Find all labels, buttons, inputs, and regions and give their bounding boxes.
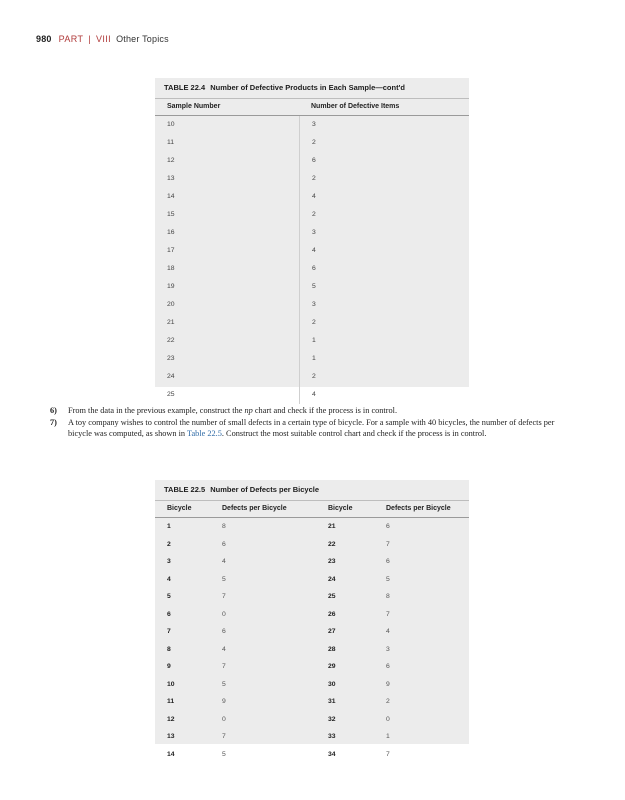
table-cell: 23 bbox=[167, 355, 175, 362]
table-cell: 8 bbox=[222, 523, 226, 530]
part-label: PART bbox=[58, 34, 84, 44]
table-row bbox=[155, 332, 469, 350]
table-cell: 18 bbox=[167, 265, 175, 272]
table-22-4 bbox=[155, 78, 469, 398]
table-cell: 5 bbox=[222, 680, 226, 688]
table-cell: 17 bbox=[167, 247, 175, 254]
exercise-text-part: A toy company wishes to control the number of small defects in a certain type of bicycle. For a sample with 40 bicycles, the number of defects per bicycle was computed, as shown in bbox=[68, 417, 555, 438]
table-row bbox=[155, 170, 469, 188]
table-cell: 1 bbox=[299, 332, 469, 350]
table-cell: 7 bbox=[386, 610, 390, 618]
table-cell: 6 bbox=[386, 663, 390, 670]
table-cell: 14 bbox=[167, 750, 175, 758]
table-cell: 5 bbox=[167, 593, 171, 600]
table-cell: 6 bbox=[299, 152, 469, 170]
table-cell: 0 bbox=[222, 715, 226, 723]
table-cell: 21 bbox=[167, 319, 175, 326]
table-cell: 5 bbox=[299, 278, 469, 296]
table-cell: 2 bbox=[299, 314, 469, 332]
exercise-italic-term: np bbox=[244, 406, 253, 415]
table-cell: 1 bbox=[386, 733, 390, 740]
table-cell: 5 bbox=[222, 750, 226, 758]
table-cell: 6 bbox=[222, 540, 226, 548]
table-row bbox=[155, 350, 469, 368]
table-row bbox=[155, 746, 469, 764]
table-cell: 2 bbox=[299, 170, 469, 188]
table-row bbox=[155, 242, 469, 260]
table-cell: 4 bbox=[167, 575, 171, 583]
table-22-5-title: Number of Defects per Bicycle bbox=[210, 485, 320, 494]
column-header: Bicycle bbox=[328, 505, 353, 512]
table-row bbox=[155, 571, 469, 589]
table-22-5 bbox=[155, 480, 469, 758]
table-cell: 7 bbox=[386, 750, 390, 758]
table-22-4-body bbox=[155, 116, 469, 404]
table-cell: 5 bbox=[386, 575, 390, 583]
column-header: Defects per Bicycle bbox=[386, 505, 451, 512]
table-22-4-title: Number of Defective Products in Each Sample—cont'd bbox=[210, 83, 405, 92]
table-cell: 3 bbox=[167, 558, 171, 565]
table-row bbox=[155, 728, 469, 746]
table-row bbox=[155, 206, 469, 224]
table-cell: 21 bbox=[328, 523, 336, 530]
table-cell: 7 bbox=[222, 733, 226, 740]
table-cell: 13 bbox=[167, 733, 175, 740]
page-number: 980 bbox=[36, 34, 52, 44]
table-cell: 26 bbox=[328, 610, 336, 618]
table-reference-link[interactable]: Table 22.5 bbox=[186, 429, 222, 438]
table-cell: 24 bbox=[328, 575, 336, 583]
table-22-5-header bbox=[155, 501, 469, 517]
table-cell: 6 bbox=[386, 523, 390, 530]
table-row bbox=[155, 658, 469, 676]
table-row bbox=[155, 296, 469, 314]
exercise-number: 7) bbox=[50, 417, 57, 427]
table-cell: 6 bbox=[299, 260, 469, 278]
table-row bbox=[155, 553, 469, 571]
table-cell: 2 bbox=[299, 134, 469, 152]
column-header: Defects per Bicycle bbox=[222, 505, 287, 512]
table-cell: 7 bbox=[167, 628, 171, 635]
table-22-4-header bbox=[155, 99, 469, 115]
table-22-4-label: TABLE 22.4 bbox=[164, 83, 206, 92]
column-header: Sample Number bbox=[167, 103, 221, 110]
table-cell: 0 bbox=[386, 715, 390, 723]
table-cell: 8 bbox=[167, 645, 171, 653]
exercise-number: 6) bbox=[50, 406, 57, 415]
table-cell: 6 bbox=[386, 558, 390, 565]
table-cell: 23 bbox=[328, 558, 336, 565]
table-cell: 27 bbox=[328, 628, 336, 635]
exercise-list bbox=[50, 405, 580, 440]
exercise-item bbox=[50, 417, 580, 440]
table-cell: 24 bbox=[167, 373, 175, 380]
table-row bbox=[155, 134, 469, 152]
table-cell: 7 bbox=[222, 593, 226, 600]
exercise-item bbox=[50, 405, 580, 417]
table-cell: 9 bbox=[167, 663, 171, 670]
table-cell: 20 bbox=[167, 301, 175, 308]
table-row bbox=[155, 623, 469, 641]
table-cell: 1 bbox=[167, 523, 171, 530]
table-cell: 4 bbox=[222, 558, 226, 565]
table-cell: 9 bbox=[222, 698, 226, 705]
table-cell: 25 bbox=[167, 391, 175, 398]
table-row bbox=[155, 368, 469, 386]
table-row bbox=[155, 116, 469, 134]
table-cell: 13 bbox=[167, 175, 175, 182]
table-cell: 16 bbox=[167, 229, 175, 236]
table-cell: 6 bbox=[167, 610, 171, 618]
exercise-text-part: . Construct the most suitable control chart and check if the process is in control. bbox=[221, 429, 487, 438]
table-22-4-caption bbox=[155, 78, 469, 98]
table-row bbox=[155, 152, 469, 170]
table-row bbox=[155, 676, 469, 694]
table-cell: 2 bbox=[386, 698, 390, 705]
table-cell: 0 bbox=[222, 610, 226, 618]
running-head bbox=[36, 34, 169, 44]
part-topic: Other Topics bbox=[116, 34, 169, 44]
table-cell: 28 bbox=[328, 645, 336, 653]
table-cell: 4 bbox=[299, 188, 469, 206]
table-cell: 15 bbox=[167, 211, 175, 218]
table-cell: 1 bbox=[299, 350, 469, 368]
table-cell: 19 bbox=[167, 283, 175, 290]
table-row bbox=[155, 536, 469, 554]
table-row bbox=[155, 693, 469, 711]
table-cell: 5 bbox=[222, 575, 226, 583]
column-header: Bicycle bbox=[167, 505, 192, 512]
exercise-text-part: chart and check if the process is in control. bbox=[252, 406, 398, 415]
table-cell: 3 bbox=[299, 116, 469, 134]
table-cell: 3 bbox=[386, 645, 390, 653]
table-cell: 3 bbox=[299, 224, 469, 242]
table-row bbox=[155, 224, 469, 242]
table-cell: 4 bbox=[222, 645, 226, 653]
table-row bbox=[155, 188, 469, 206]
exercise-text bbox=[68, 405, 580, 417]
table-cell: 25 bbox=[328, 593, 336, 600]
table-row bbox=[155, 386, 469, 404]
table-row bbox=[155, 606, 469, 624]
table-cell: 2 bbox=[299, 368, 469, 386]
table-cell: 4 bbox=[386, 628, 390, 635]
table-cell: 7 bbox=[222, 663, 226, 670]
table-cell: 2 bbox=[299, 206, 469, 224]
table-cell: 12 bbox=[167, 715, 175, 723]
table-cell: 14 bbox=[167, 193, 175, 200]
table-row bbox=[155, 588, 469, 606]
column-header: Number of Defective Items bbox=[311, 103, 400, 110]
table-row bbox=[155, 711, 469, 729]
table-cell: 29 bbox=[328, 663, 336, 670]
table-cell: 9 bbox=[386, 680, 390, 688]
table-cell: 6 bbox=[222, 628, 226, 635]
table-cell: 2 bbox=[167, 540, 171, 548]
table-cell: 7 bbox=[386, 540, 390, 548]
table-cell: 12 bbox=[167, 157, 175, 164]
table-cell: 34 bbox=[328, 750, 336, 758]
table-cell: 11 bbox=[167, 698, 175, 705]
exercise-text-part: From the data in the previous example, construct the bbox=[68, 406, 245, 415]
table-cell: 8 bbox=[386, 593, 390, 600]
part-separator: | bbox=[88, 34, 91, 44]
table-22-5-label: TABLE 22.5 bbox=[164, 485, 206, 494]
table-cell: 22 bbox=[167, 337, 175, 344]
table-cell: 32 bbox=[328, 715, 336, 723]
table-cell: 10 bbox=[167, 680, 175, 688]
table-22-5-caption bbox=[155, 480, 469, 500]
table-cell: 10 bbox=[167, 121, 175, 128]
table-cell: 33 bbox=[328, 733, 336, 740]
table-row bbox=[155, 278, 469, 296]
table-row bbox=[155, 260, 469, 278]
table-row bbox=[155, 314, 469, 332]
table-row bbox=[155, 641, 469, 659]
table-cell: 31 bbox=[328, 698, 336, 705]
part-number: VIII bbox=[95, 34, 112, 44]
table-cell: 22 bbox=[328, 540, 336, 548]
table-cell: 30 bbox=[328, 680, 336, 688]
table-cell: 4 bbox=[299, 242, 469, 260]
table-cell: 3 bbox=[299, 296, 469, 314]
table-cell: 4 bbox=[299, 386, 469, 404]
table-cell: 11 bbox=[167, 139, 175, 146]
exercise-text bbox=[68, 417, 580, 440]
table-row bbox=[155, 518, 469, 536]
table-22-5-body bbox=[155, 518, 469, 763]
